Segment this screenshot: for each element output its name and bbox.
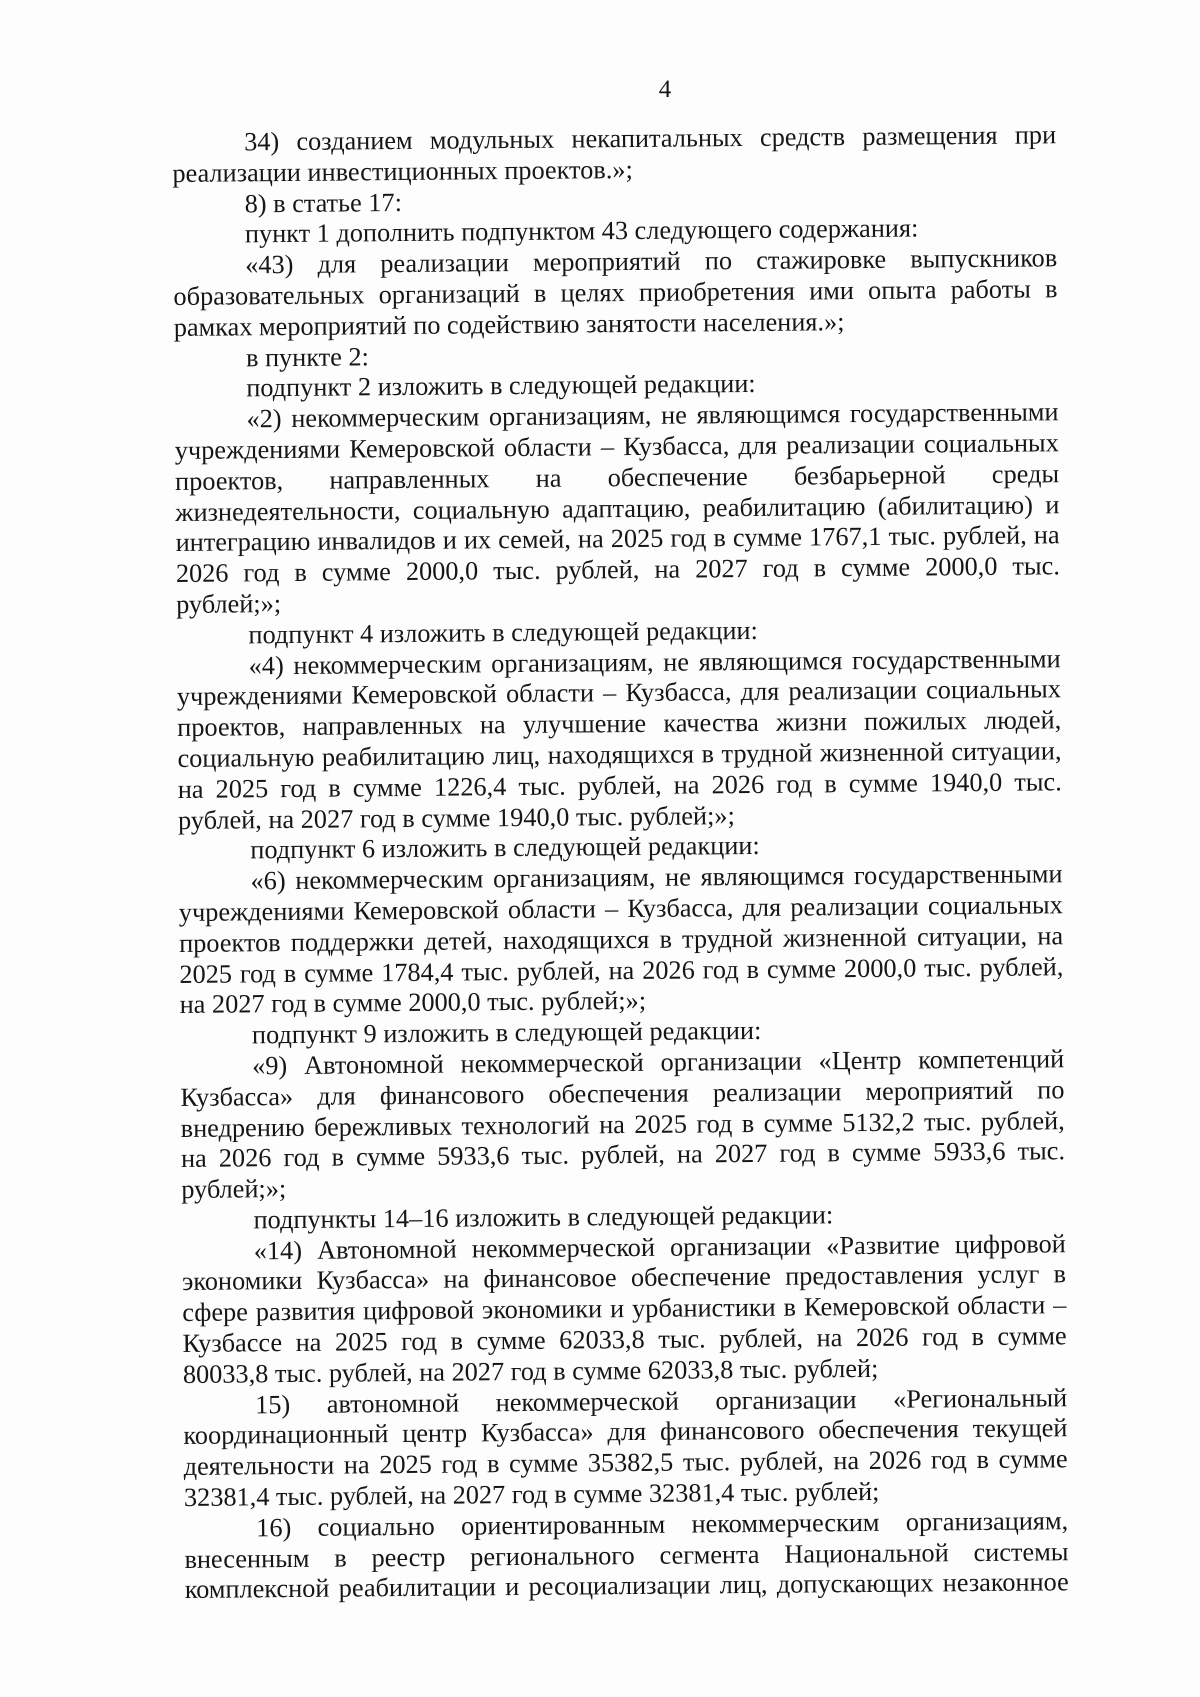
text-paragraph: «2) некоммерческим организациям, не являющимся государственными учреждениями Кемеровской области – Кузбасса, для реализации социальных проектов, направленных на обеспечение безбарьерной среды жизнедеятельности, социальную адаптацию, реабилитацию (абилитацию) и интеграцию инвалидов и их семей, на 2025 год в сумме 1767,1 тыс. рублей, на 2026 год в сумме 2000,0 тыс. рублей, на 2027 год в сумме 2000,0 тыс. рублей;»; <box>174 397 1060 619</box>
text-paragraph: «4) некоммерческим организациям, не являющимся государственными учреждениями Кемеровской области – Кузбасса, для реализации социальных проектов, направленных на улучшение качества жизни пожилых людей, социальную реабилитацию лиц, находящихся в трудной жизненной ситуации, на 2025 год в сумме 1226,4 тыс. рублей, на 2026 год в сумме 1940,0 тыс. рублей, на 2027 год в сумме 1940,0 тыс. рублей;»; <box>176 643 1062 835</box>
instruction-paragraph: подпункт 9 изложить в следующей редакции: <box>251 1016 762 1050</box>
text-paragraph: «43) для реализации мероприятий по стажировке выпускников образовательных организаций в целях приобретения ими опыта работы в рамках мероприятий по содействию занятости населения.»; <box>173 243 1058 342</box>
instruction-paragraph: пункт 1 дополнить подпунктом 43 следующего содержания: <box>244 213 919 249</box>
text-paragraph: 15) автономной некоммерческой организации «Региональный координационный центр Кузбасса» для финансового обеспечения текущей деятельности на 2025 год в сумме 35382,5 тыс. рублей, на 2026 год в сумме 32381,4 тыс. рублей, на 2027 год в сумме 32381,4 тыс. рублей; <box>183 1382 1068 1513</box>
instruction-paragraph: подпункт 4 изложить в следующей редакции: <box>248 615 758 650</box>
document-body <box>172 120 1069 1606</box>
instruction-paragraph: 8) в статье 17: <box>244 187 403 218</box>
page-number: 4 <box>658 76 672 103</box>
text-paragraph: 16) социально ориентированным некоммерческим организациям, внесенным в реестр регионального сегмента Национальной системы комплексной реабилитации и ресоциализации лиц, допускающих незаконное <box>184 1506 1069 1605</box>
instruction-paragraph: подпункт 6 изложить в следующей редакции: <box>250 831 760 865</box>
text-paragraph: «6) некоммерческим организациям, не являющимся государственными учреждениями Кемеровской области – Кузбасса, для реализации социальных проектов поддержки детей, находящихся в трудной жизненной ситуации, на 2025 год в сумме 1784,4 тыс. рублей, на 2026 год в сумме 2000,0 тыс. рублей, на 2027 год в сумме 2000,0 тыс. рублей;»; <box>178 859 1064 1020</box>
instruction-paragraph: подпункт 2 изложить в следующей редакции: <box>246 369 756 403</box>
instruction-paragraph: подпункты 14–16 изложить в следующей редакции: <box>253 1200 834 1235</box>
instruction-paragraph: в пункте 2: <box>245 341 370 372</box>
text-paragraph: «14) Автономной некоммерческой организации «Развитие цифровой экономики Кузбасса» на финансовое обеспечение предоставления услуг в сфере развития цифровой экономики и урбанистики в Кемеровской области – Кузбассе на 2025 год в сумме 62033,8 тыс. рублей, на 2026 год в сумме 80033,8 тыс. рублей, на 2027 год в сумме 62033,8 тыс. рублей; <box>181 1228 1067 1389</box>
text-paragraph: «9) Автономной некоммерческой организации «Центр компетенций Кузбасса» для финансового обеспечения реализации мероприятий по внедрению бережливых технологий на 2025 год в сумме 5132,2 тыс. рублей, на 2026 год в сумме 5933,6 тыс. рублей, на 2027 год в сумме 5933,6 тыс. рублей;»; <box>180 1044 1066 1205</box>
text-paragraph: 34) созданием модульных некапитальных средств размещения при реализации инвестиционных проектов.»; <box>172 120 1057 188</box>
